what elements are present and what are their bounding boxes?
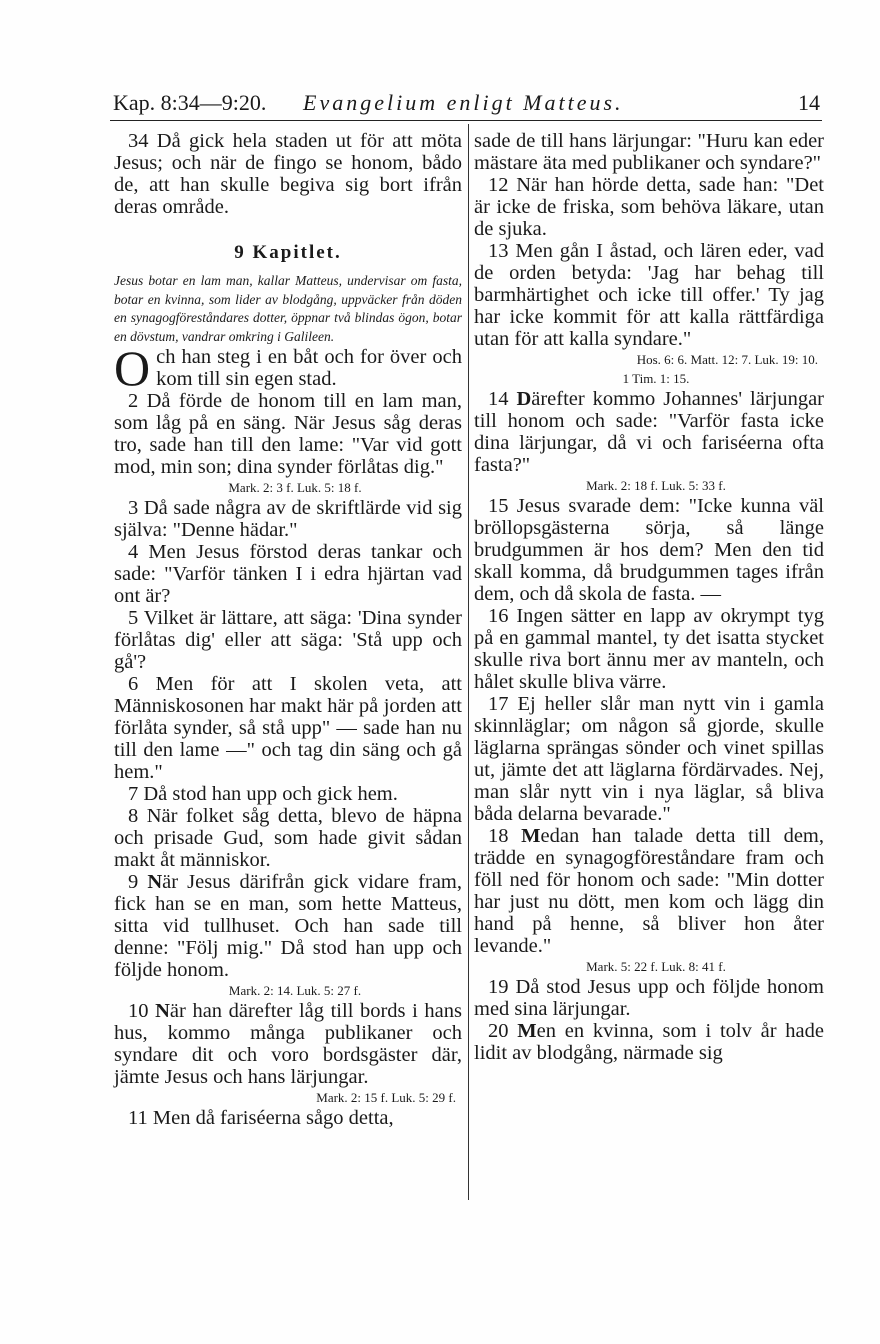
cross-refs-10: Mark. 2: 15 f. Luk. 5: 29 f. xyxy=(316,1090,456,1105)
verse-9-initial: N xyxy=(147,871,163,893)
chapter-reference: Kap. 8:34—9:20. xyxy=(113,90,267,115)
page-number: 14 xyxy=(798,90,820,115)
verse-1 xyxy=(114,340,462,396)
running-title: Evangelium enligt Matteus. xyxy=(303,90,624,115)
verse-18-number: 18 xyxy=(488,825,509,847)
verse-9 xyxy=(114,871,462,981)
verse-13: 13 Men gån I åstad, och lären eder, vad de orden betyda: 'Jag har behag till barmhärtighet och icke till offer.' Ty jag har icke kommit för att kalla rättfärdiga utan för att kalla syndare." xyxy=(474,240,824,350)
verse-9-text: är Jesus därifrån gick vidare fram, fick han se en man, som hette Matteus, sitta vid tullhuset. Och han sade till denne: "Följ mig." Då stod han upp och följde honom. xyxy=(114,871,463,981)
verse-10-number: 10 xyxy=(128,1000,149,1022)
verse-5: 5 Vilket är lättare, att säga: 'Dina synder förlåtas dig' eller att säga: 'Stå upp och gå'? xyxy=(114,607,462,673)
verse-17: 17 Ej heller slår man nytt vin i gamla skinnläglar; om någon så gjorde, skulle läglarna sprängas sönder och vinet spillas ut, jämte det att läglarna fördärvades. Nej, man slår nytt vin i nya läglar, så bliva båda delarna bevarade." xyxy=(474,693,824,825)
cross-refs-2: Mark. 2: 3 f. Luk. 5: 18 f. xyxy=(228,480,362,495)
verse-15: 15 Jesus svarade dem: "Icke kunna väl bröllopsgästerna sörja, så länge brudgummen är hos dem? Men den tid skall komma, då brudgummen tages ifrån dem, och då skola de fasta. — xyxy=(474,495,824,605)
column-divider xyxy=(468,124,469,1200)
verse-16: 16 Ingen sätter en lapp av okrympt tyg på en gammal mantel, ty det isatta stycket skulle riva bort ännu mer av manteln, och hålet skulle bliva värre. xyxy=(474,605,824,693)
verse-4: 4 Men Jesus förstod deras tankar och sade: "Varför tänken I i edra hjärtan vad ont är? xyxy=(114,541,462,607)
page-header xyxy=(113,88,820,122)
header-rule xyxy=(110,120,822,121)
chapter-heading: 9 Kapitlet. xyxy=(234,242,342,263)
chapter-summary: Jesus botar en lam man, kallar Matteus, undervisar om fasta, botar en kvinna, som lider av blodgång, uppväcker från döden en synagogföreståndares dotter, öppnar två blindas ögon, botar en dövstum, vandrar omkring i Galileen. xyxy=(114,273,462,344)
verse-34: 34 Då gick hela staden ut för att möta Jesus; och när de fingo se honom, bådo de, att han skulle begiva sig bort ifrån deras område. xyxy=(114,130,462,218)
verse-20 xyxy=(474,1020,824,1064)
verse-19: 19 Då stod Jesus upp och följde honom med sina lärjungar. xyxy=(474,976,824,1020)
verse-2: 2 Då förde de honom till en lam man, som låg på en säng. När Jesus såg deras tro, sade han till den lame: "Var vid gott mod, min son; dina synder förlåtas dig." xyxy=(114,390,462,478)
cross-refs-13b: 1 Tim. 1: 15. xyxy=(622,371,690,386)
cross-refs-13a: Hos. 6: 6. Matt. 12: 7. Luk. 19: 10. xyxy=(636,352,818,367)
verse-14-text: ärefter kommo Johannes' lärjungar till honom och sade: "Varför fasta icke dina lärjungar, då vi och fariséerna ofta fasta?" xyxy=(474,388,825,476)
verse-7: 7 Då stod han upp och gick hem. xyxy=(128,783,398,805)
verse-18 xyxy=(474,825,824,957)
verse-8: 8 När folket såg detta, blevo de häpna och prisade Gud, som hade givit sådan makt åt människor. xyxy=(114,805,462,871)
verse-18-initial: M xyxy=(521,825,541,847)
verse-11-continued: sade de till hans lärjungar: "Huru kan eder mästare äta med publikaner och syndare?" xyxy=(474,130,824,174)
verse-9-number: 9 xyxy=(128,871,139,893)
drop-cap: O xyxy=(114,340,151,396)
verse-3: 3 Då sade några av de skriftlärde vid sig själva: "Denne hädar." xyxy=(114,497,462,541)
left-column xyxy=(114,130,462,1129)
verse-14 xyxy=(474,388,824,476)
cross-refs-9: Mark. 2: 14. Luk. 5: 27 f. xyxy=(228,983,362,998)
verse-10-text: är han därefter låg till bords i hans hus, kommo många publikaner och syndare dit och voro bordsgäster där, jämte Jesus och hans lärjungar. xyxy=(114,1000,463,1088)
verse-12: 12 När han hörde detta, sade han: "Det är icke de friska, som behöva läkare, utan de sjuka. xyxy=(474,174,824,240)
verse-14-number: 14 xyxy=(488,388,509,410)
cross-refs-18: Mark. 5: 22 f. Luk. 8: 41 f. xyxy=(586,959,726,974)
verse-6: 6 Men för att I skolen veta, att Människosonen har makt här på jorden att förlåta synder, så stå upp" — sade han nu till den lame —" och tag din säng och gå hem." xyxy=(114,673,462,783)
verse-20-text: en en kvinna, som i tolv år hade lidit av blodgång, närmade sig xyxy=(474,1020,824,1064)
verse-11: 11 Men då fariséerna sågo detta, xyxy=(128,1107,394,1129)
verse-20-number: 20 xyxy=(488,1020,509,1042)
right-column xyxy=(474,130,824,1064)
verse-14-initial: D xyxy=(516,388,532,410)
verse-10 xyxy=(114,1000,462,1088)
verse-18-text: edan han talade detta till dem, trädde en synagogföreståndare fram och föll ned för honom och sade: "Min dotter har just nu dött, men kom och lägg din hand på henne, så bliver hon åter levande." xyxy=(474,825,825,957)
verse-10-initial: N xyxy=(155,1000,170,1022)
cross-refs-14: Mark. 2: 18 f. Luk. 5: 33 f. xyxy=(586,478,726,493)
verse-20-initial: M xyxy=(517,1020,537,1042)
verse-1-text: ch han steg i en båt och for över och kom till sin egen stad. xyxy=(156,346,462,390)
